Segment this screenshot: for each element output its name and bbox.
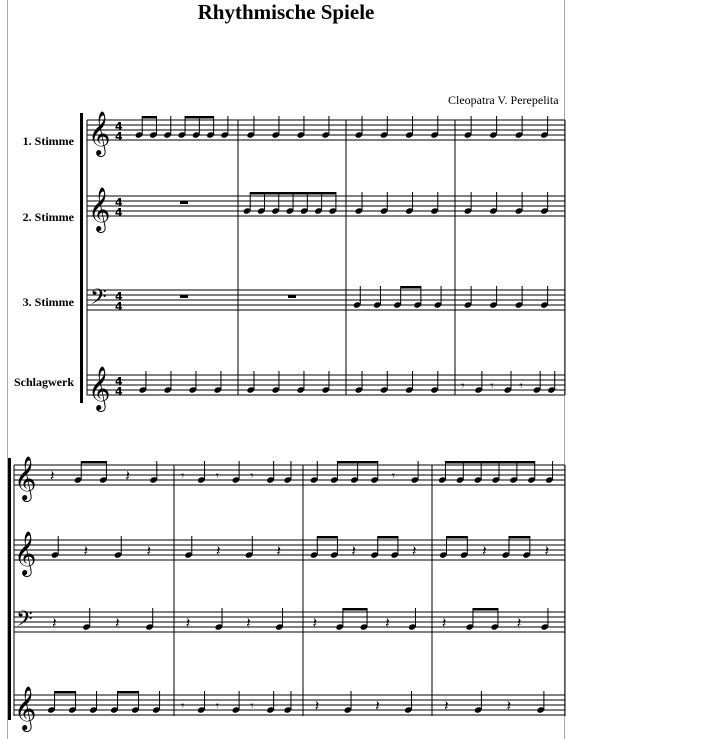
beam: [482, 371, 483, 374]
time-signature-numerator: 4: [115, 196, 123, 209]
quarter-rest-icon: 𝄽: [125, 467, 131, 485]
quarter-rest-icon: 𝄽: [411, 542, 417, 560]
staff: [14, 612, 565, 632]
quarter-rest-icon: 𝄽: [385, 614, 390, 632]
system-bracket: [80, 113, 83, 403]
beam: [540, 371, 541, 374]
treble-clef-icon: 𝄞: [88, 111, 111, 155]
quarter-rest-icon: 𝄽: [276, 542, 281, 560]
treble-clef-icon: 𝄞: [14, 456, 37, 500]
quarter-rest-icon: 𝄽: [375, 697, 380, 715]
quarter-rest-icon: 𝄽: [115, 614, 120, 632]
beam: [511, 371, 512, 374]
quarter-rest-icon: 𝄽: [246, 614, 251, 632]
part-label-3: 3. Stimme: [22, 295, 74, 309]
eighth-rest-icon: 𝄾: [215, 469, 220, 484]
beam: [446, 536, 467, 539]
eighth-rest-icon: 𝄾: [215, 699, 220, 714]
beam: [239, 691, 240, 694]
system-bracket: [8, 458, 11, 720]
beam: [204, 691, 205, 694]
beam: [81, 461, 107, 464]
beam: [418, 461, 419, 464]
beam: [337, 461, 378, 464]
beam: [317, 536, 338, 539]
eighth-rest-icon: 𝄾: [181, 469, 185, 484]
quarter-rest-icon: 𝄽: [443, 697, 449, 715]
time-signature-denominator: 4: [115, 206, 123, 219]
beam: [273, 461, 274, 464]
quarter-rest-icon: 𝄽: [314, 697, 320, 715]
whole-rest: [180, 201, 188, 204]
eighth-rest-icon: 𝄾: [391, 469, 396, 484]
beam: [54, 691, 76, 694]
beam: [378, 536, 399, 539]
beam: [239, 461, 240, 464]
time-signature-numerator: 4: [115, 375, 123, 388]
quarter-rest-icon: 𝄽: [506, 697, 512, 715]
part-label-2: 2. Stimme: [22, 210, 74, 224]
time-signature-denominator: 4: [115, 130, 123, 143]
eighth-rest-icon: 𝄾: [181, 699, 185, 714]
time-signature-numerator: 4: [115, 290, 123, 303]
eighth-rest-icon: 𝄾: [490, 379, 494, 394]
page-title: Rhythmische Spiele: [197, 0, 375, 24]
quarter-rest-icon: 𝄽: [312, 614, 318, 632]
bass-clef-icon: 𝄢: [90, 285, 107, 315]
composer-name: Cleopatra V. Perepelita: [448, 93, 559, 107]
part-label-4: Schlagwerk: [14, 375, 74, 389]
eighth-rest-icon: 𝄾: [461, 379, 465, 394]
quarter-rest-icon: 𝄽: [185, 614, 191, 632]
beam: [473, 608, 499, 611]
quarter-rest-icon: 𝄽: [516, 614, 522, 632]
beam: [343, 608, 368, 611]
time-signature-numerator: 4: [115, 120, 123, 133]
beam: [142, 116, 157, 119]
treble-clef-icon: 𝄞: [14, 686, 37, 730]
quarter-rest-icon: 𝄽: [215, 542, 221, 560]
beam: [117, 691, 139, 694]
quarter-rest-icon: 𝄽: [351, 542, 356, 560]
treble-clef-icon: 𝄞: [14, 531, 37, 575]
eighth-rest-icon: 𝄾: [250, 469, 254, 484]
time-signature-denominator: 4: [115, 385, 123, 398]
quarter-rest-icon: 𝄽: [441, 614, 447, 632]
eighth-rest-icon: 𝄾: [519, 379, 523, 394]
quarter-rest-icon: 𝄽: [481, 542, 487, 560]
quarter-rest-icon: 𝄽: [52, 614, 57, 632]
quarter-rest-icon: 𝄽: [146, 542, 152, 560]
eighth-rest-icon: 𝄾: [250, 699, 254, 714]
beam: [509, 536, 530, 539]
quarter-rest-icon: 𝄽: [544, 542, 550, 560]
whole-rest: [180, 295, 188, 298]
beam: [204, 461, 205, 464]
quarter-rest-icon: 𝄽: [83, 542, 89, 560]
quarter-rest-icon: 𝄽: [49, 467, 55, 485]
beam: [273, 691, 274, 694]
beam: [445, 461, 535, 464]
beam: [250, 192, 336, 195]
treble-clef-icon: 𝄞: [88, 366, 111, 410]
whole-rest: [288, 295, 296, 298]
part-label-1: 1. Stimme: [22, 134, 74, 148]
treble-clef-icon: 𝄞: [88, 187, 111, 231]
time-signature-denominator: 4: [115, 300, 123, 313]
beam: [185, 116, 214, 119]
bass-clef-icon: 𝄢: [16, 607, 33, 637]
beam: [400, 286, 421, 289]
